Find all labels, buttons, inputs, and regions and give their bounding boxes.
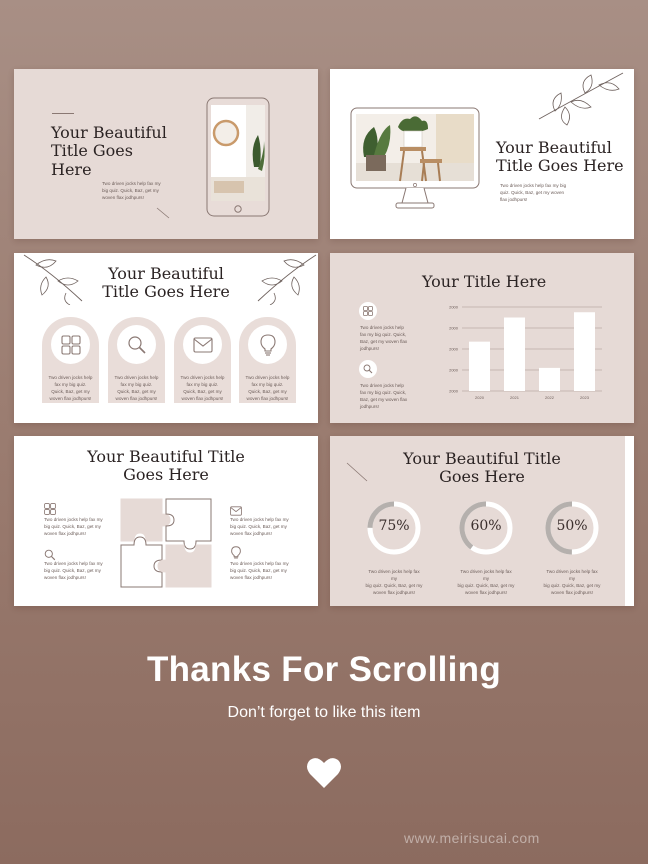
stat-text: Two driven jocks help fax my big quiz. Quick, Baz, get my woven flax jodhpurs! xyxy=(365,569,423,595)
progress-label: 60% xyxy=(470,518,502,534)
item-text: Two driven jocks help fax my big quiz. Quick, Baz, get my woven flax jodhpurs! xyxy=(360,383,408,409)
slide-title: Your Title Here xyxy=(422,272,547,291)
y-tick-label: 2000 xyxy=(449,346,458,352)
puzzle-graphic xyxy=(118,496,214,590)
x-tick-label: 2022 xyxy=(545,395,554,400)
thanks-heading: Thanks For Scrolling xyxy=(146,650,502,689)
stat-text: Two driven jocks help fax my big quiz. Quick, Baz, get my woven flax jodhpurs! xyxy=(543,569,601,595)
accent-line xyxy=(52,113,74,114)
diagonal-accent-line xyxy=(156,207,170,219)
heart-icon[interactable] xyxy=(306,756,342,790)
x-tick-label: 2023 xyxy=(580,395,589,400)
slide-1[interactable] xyxy=(14,69,318,239)
slide-title: Your Beautiful Title Goes Here xyxy=(496,138,624,176)
slide-5[interactable] xyxy=(14,436,318,606)
feature-card xyxy=(239,317,296,403)
y-tick-label: 2000 xyxy=(449,325,458,331)
slide-4[interactable] xyxy=(330,253,634,423)
item-text: Two driven jocks help fax my big quiz. Quick, Baz, get my woven flax jodhpurs! xyxy=(230,517,289,536)
feature-card xyxy=(42,317,99,403)
item-text: Two driven jocks help fax my big quiz. Quick, Baz, get my woven flax jodhpurs! xyxy=(360,325,408,351)
slide-title: Your Beautiful Title Goes Here xyxy=(102,264,230,302)
item-text: Two driven jocks help fax my big quiz. Quick, Baz, get my woven flax jodhpurs! xyxy=(44,517,103,536)
bar xyxy=(469,342,490,391)
progress-label: 75% xyxy=(378,518,410,534)
stat-text: Two driven jocks help fax my big quiz. Quick, Baz, get my woven flax jodhpurs! xyxy=(457,569,515,595)
bar xyxy=(539,368,560,391)
feature-card xyxy=(108,317,165,403)
lightbulb-icon xyxy=(248,325,287,364)
feature-card xyxy=(174,317,231,403)
slide-2[interactable] xyxy=(330,69,634,239)
watermark: www.meirisucai.com xyxy=(404,830,540,846)
y-tick-label: 2000 xyxy=(449,304,458,310)
slide-title: Your Beautiful Title Goes Here xyxy=(51,123,167,179)
slide-body: Two driven jocks help fax my big quiz. Quick, Baz, get my woven flax jodhpurs! xyxy=(500,183,567,202)
leaf-branch-icon xyxy=(535,69,627,127)
slide-title: Your Beautiful Title Goes Here xyxy=(87,447,245,485)
phone-mockup xyxy=(206,97,270,217)
slide-3[interactable] xyxy=(14,253,318,423)
x-tick-label: 2021 xyxy=(510,395,519,400)
y-tick-label: 2000 xyxy=(449,388,458,394)
search-icon xyxy=(117,325,156,364)
search-icon xyxy=(359,360,377,378)
grid-icon xyxy=(51,325,90,364)
feature-text: Two driven jocks help fax my big quiz. Quick, Baz, get my woven flax jodhpurs! xyxy=(48,375,93,401)
desktop-monitor-mockup xyxy=(350,107,480,211)
mail-icon xyxy=(183,325,222,364)
feature-text: Two driven jocks help fax my big quiz. Quick, Baz, get my woven flax jodhpurs! xyxy=(180,375,225,401)
y-tick-label: 2000 xyxy=(449,367,458,373)
bar xyxy=(574,312,595,391)
grid-icon xyxy=(359,302,377,320)
slide-title: Your Beautiful Title Goes Here xyxy=(403,449,561,487)
bar-chart xyxy=(440,301,610,411)
x-tick-label: 2020 xyxy=(475,395,484,400)
item-text: Two driven jocks help fax my big quiz. Quick, Baz, get my woven flax jodhpurs! xyxy=(44,561,103,580)
slide-body: Two driven jocks help fax my big quiz. Quick, Baz, get my woven flax jodhpurs! xyxy=(102,181,161,200)
progress-label: 50% xyxy=(556,518,588,534)
slide-6[interactable] xyxy=(330,436,634,606)
item-text: Two driven jocks help fax my big quiz. Quick, Baz, get my woven flax jodhpurs! xyxy=(230,561,289,580)
feature-text: Two driven jocks help fax my big quiz. Quick, Baz, get my woven flax jodhpurs! xyxy=(114,375,159,401)
bar xyxy=(504,318,525,392)
like-reminder-text: Don’t forget to like this item xyxy=(227,704,421,721)
feature-text: Two driven jocks help fax my big quiz. Quick, Baz, get my woven flax jodhpurs! xyxy=(245,375,290,401)
